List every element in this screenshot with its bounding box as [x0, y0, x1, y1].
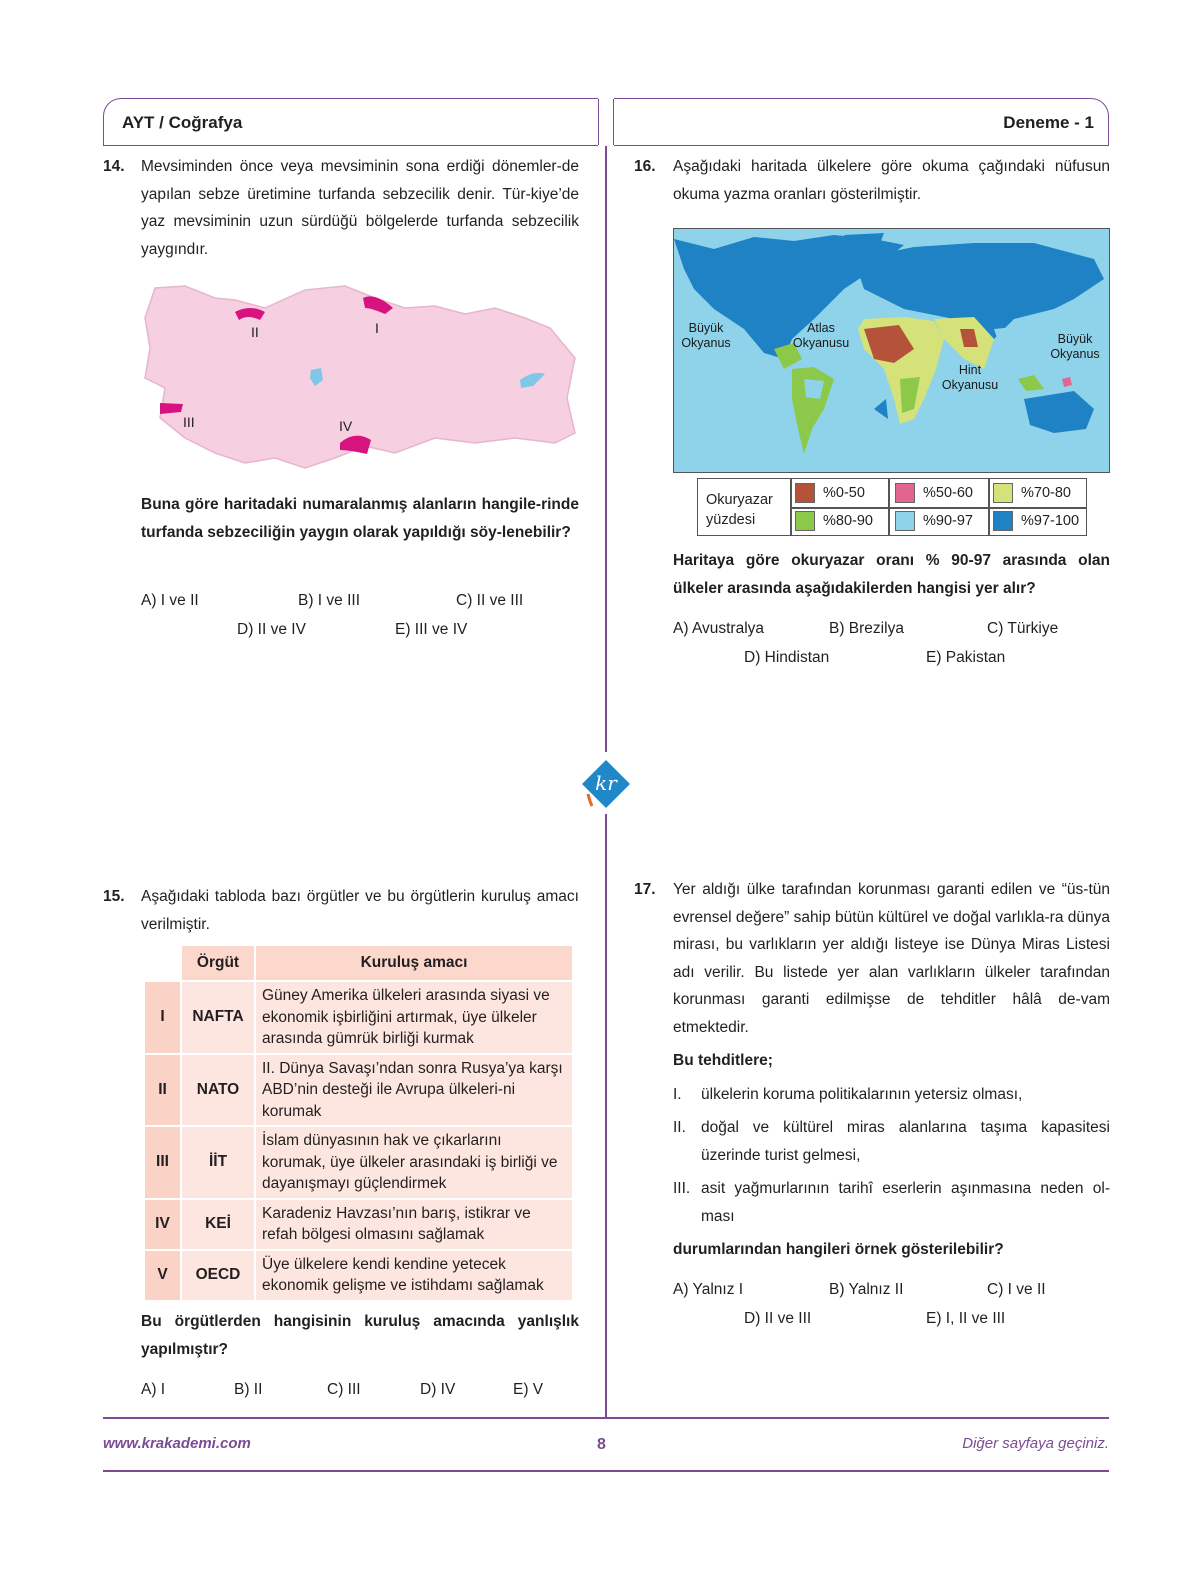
- header-left-box: [103, 98, 598, 146]
- map-label-II: II: [251, 324, 259, 340]
- literacy-legend: [697, 478, 1087, 536]
- footer-top-line: [103, 1417, 1109, 1419]
- question-number: 16.: [634, 158, 656, 175]
- svg-text:kr: kr: [595, 771, 617, 795]
- label-pacific-left: Büyük Okyanus: [681, 321, 731, 350]
- table-row: I NAFTA Güney Amerika ülkeleri arasında siyasi ve ekonomik işbirliğini artırmak, üye ülkeler arasında gümrük birliği kurmak: [145, 982, 572, 1053]
- option-c[interactable]: C) II ve III: [456, 592, 524, 609]
- option-a[interactable]: A) Yalnız I: [673, 1281, 744, 1298]
- option-c[interactable]: C) Türkiye: [987, 620, 1059, 637]
- legend-title: Okuryazar yüzdesi: [706, 492, 773, 528]
- option-b[interactable]: B) II: [234, 1381, 263, 1398]
- table-row: IV KEİ Karadeniz Havzası’nın barış, istikrar ve refah bölgesi olmasını sağlamak: [145, 1200, 572, 1249]
- option-d[interactable]: D) Hindistan: [744, 649, 830, 666]
- map-label-IV: IV: [339, 418, 353, 434]
- table-row: II NATO II. Dünya Savaşı’ndan sonra Rusya’ya karşı ABD’nin desteği ile Avrupa ülkeleri-ni korumak: [145, 1055, 572, 1126]
- table-row: III İİT İslam dünyasının hak ve çıkarlarını korumak, üye ülkeler arasındaki iş birliği ve dayanışmayı güçlendirmek: [145, 1127, 572, 1198]
- option-b[interactable]: B) I ve III: [298, 592, 361, 609]
- question-text: Mevsiminden önce veya mevsiminin sona erdiği dönemler-de yapılan sebze üretimine turfanda sebzecilik denir. Tür-kiye’de yaz mevsiminin uzun sürdüğü bölgelerde turfanda sebzecilik yaygındır.: [141, 158, 579, 258]
- option-e[interactable]: E) I, II ve III: [926, 1310, 1006, 1327]
- publisher-url[interactable]: www.krakademi.com: [103, 1435, 251, 1452]
- world-map-graphic: [674, 229, 1110, 473]
- legend-item-50-60: %50-60: [895, 483, 973, 503]
- page-number: 8: [597, 1436, 606, 1453]
- label-indian: Hint Okyanusu: [941, 363, 999, 392]
- option-a[interactable]: A) I ve II: [141, 592, 199, 609]
- option-a[interactable]: A) I: [141, 1381, 166, 1398]
- subject-title: AYT / Coğrafya: [122, 113, 243, 132]
- publisher-logo-icon: [580, 758, 632, 810]
- legend-item-97-100: %97-100: [993, 511, 1079, 531]
- question-text: Yer aldığı ülke tarafından korunması garanti edilen ve “üs-tün evrensel değere” sahip bütün kültürel ve doğal varlıkla-ra dünya mirası, bu varlıkların yer aldığı listeye ise Dünya Miras Listesi adı verilir. Bu listede yer alan varlıkların ülkeler tarafından korunması garanti edilmişse de tehditler hâlâ de-vam etmektedir.: [673, 881, 1110, 1036]
- question-number: 14.: [103, 158, 125, 175]
- label-atlantic: Atlas Okyanusu: [792, 321, 850, 350]
- table-header-aim: Kuruluş amacı: [256, 946, 572, 980]
- option-c[interactable]: C) I ve II: [987, 1281, 1046, 1298]
- option-b[interactable]: B) Yalnız II: [829, 1281, 904, 1298]
- option-e[interactable]: E) V: [513, 1381, 544, 1398]
- map-label-III: III: [183, 414, 195, 430]
- question-text: Aşağıdaki tabloda bazı örgütler ve bu örgütlerin kuruluş amacı verilmiştir.: [141, 888, 579, 933]
- map-label-I: I: [375, 320, 379, 336]
- option-d[interactable]: D) II ve IV: [237, 621, 306, 638]
- label-pacific-right: Büyük Okyanus: [1050, 332, 1100, 361]
- column-divider-bottom: [605, 814, 607, 1418]
- table-header-org: Örgüt: [182, 946, 254, 980]
- column-divider-top: [605, 146, 607, 752]
- option-d[interactable]: D) IV: [420, 1381, 456, 1398]
- legend-item-0-50: %0-50: [795, 483, 865, 503]
- table-row: V OECD Üye ülkelere kendi kendine yetecek ekonomik gelişme ve istihdamı sağlamak: [145, 1251, 572, 1300]
- question-number: 15.: [103, 888, 125, 905]
- legend-item-70-80: %70-80: [993, 483, 1071, 503]
- option-e[interactable]: E) III ve IV: [395, 621, 468, 638]
- legend-item-80-90: %80-90: [795, 511, 873, 531]
- turkey-map: [135, 278, 585, 478]
- question-17-lead: Bu tehditlere;: [673, 1052, 773, 1069]
- option-d[interactable]: D) II ve III: [744, 1310, 812, 1327]
- header-right-box: [614, 98, 1109, 146]
- option-b[interactable]: B) Brezilya: [829, 620, 904, 637]
- footer-bottom-line: [103, 1470, 1109, 1472]
- next-page-note: Diğer sayfaya geçiniz.: [962, 1435, 1109, 1452]
- exam-title: Deneme - 1: [1003, 113, 1094, 132]
- legend-item-90-97: %90-97: [895, 511, 973, 531]
- world-literacy-map: [673, 228, 1110, 473]
- option-c[interactable]: C) III: [327, 1381, 361, 1398]
- option-e[interactable]: E) Pakistan: [926, 649, 1006, 666]
- option-a[interactable]: A) Avustralya: [673, 620, 765, 637]
- question-text: Aşağıdaki haritada ülkelere göre okuma çağındaki nüfusun okuma yazma oranları gösterilmiştir.: [673, 158, 1110, 203]
- question-17-prompt: durumlarından hangileri örnek gösterilebilir?: [673, 1241, 1004, 1258]
- organizations-table: [143, 944, 574, 1302]
- question-number: 17.: [634, 881, 656, 898]
